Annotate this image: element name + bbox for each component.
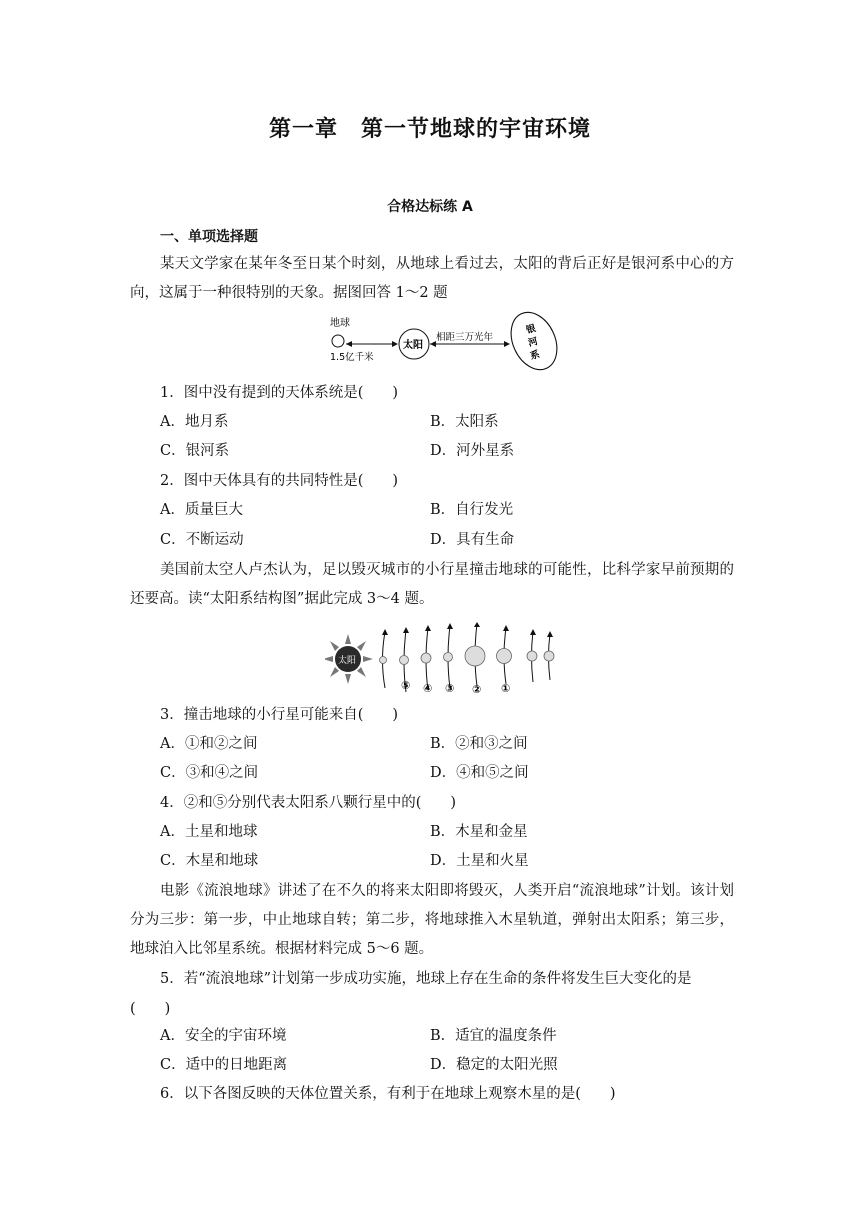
question-5-option-d[interactable]: D．稳定的太阳光照: [430, 1057, 558, 1073]
galaxy-label-3: 系: [529, 349, 542, 363]
question-1-stem: 1．图中没有提到的天体系统是( ): [160, 385, 399, 401]
question-2-stem: 2．图中天体具有的共同特性是( ): [160, 473, 399, 489]
question-2-option-c[interactable]: C．不断运动: [160, 532, 244, 548]
question-3-option-a[interactable]: A．①和②之间: [160, 736, 258, 752]
question-1-option-d[interactable]: D．河外星系: [430, 443, 515, 459]
question-6-stem: 6．以下各图反映的天体位置关系，有利于在地球上观察木星的是( ): [160, 1086, 616, 1102]
question-2-option-a[interactable]: A．质量巨大: [160, 502, 243, 518]
planet-neptune: [544, 651, 554, 661]
orbit-label-5: ⑤: [401, 679, 411, 692]
question-4-option-d[interactable]: D．土星和火星: [430, 853, 529, 869]
question-3-stem: 3．撞击地球的小行星可能来自( ): [160, 707, 399, 723]
question-5-stem-continued: ( ): [130, 1001, 171, 1017]
sun-icon: [325, 634, 373, 684]
question-5-option-a[interactable]: A．安全的宇宙环境: [160, 1028, 287, 1044]
galaxy-label-1: 银: [525, 323, 538, 337]
question-2-option-d[interactable]: D．具有生命: [430, 532, 515, 548]
sun-label: 太阳: [338, 656, 357, 666]
galaxy-label-2: 河: [527, 336, 540, 350]
section-heading: 一、单项选择题: [160, 229, 258, 245]
passage-3: 电影《流浪地球》讲述了在不久的将来太阳即将毁灭，人类开启“流浪地球”计划。该计划分为三步：第一步，中止地球自转；第二步，将地球推入木星轨道，弹射出太阳系；第三步，地球泊入比邻星系统。根据材料完成 5～6 题。: [130, 883, 734, 957]
question-3-option-d[interactable]: D．④和⑤之间: [430, 765, 529, 781]
sun-galaxy-distance: 相距三万光年: [436, 332, 494, 343]
orbit-label-4: ④: [423, 682, 433, 695]
planet-venus: [400, 656, 409, 665]
figure-solar-system: [325, 622, 565, 700]
earth-label: 地球: [330, 318, 350, 329]
question-3-option-c[interactable]: C．③和④之间: [160, 765, 259, 781]
page-title: 第一章 第一节地球的宇宙环境: [268, 117, 591, 142]
question-2-option-b[interactable]: B．自行发光: [430, 502, 514, 518]
passage-1: 某天文学家在某年冬至日某个时刻，从地球上看过去，太阳的背后正好是银河系中心的方向，这属于一种很特别的天象。据图回答 1～2 题: [130, 256, 734, 301]
passage-2: 美国前太空人卢杰认为，足以毁灭城市的小行星撞击地球的可能性，比科学家早前预期的还要高。读“太阳系结构图”据此完成 3～4 题。: [130, 562, 734, 607]
planet-saturn: [497, 649, 512, 664]
orbit-label-1: ①: [501, 682, 511, 695]
page-subtitle: 合格达标练 A: [387, 199, 473, 215]
planet-uranus: [527, 651, 537, 661]
planet-mars: [444, 653, 453, 662]
question-4-stem: 4．②和⑤分别代表太阳系八颗行星中的( ): [160, 795, 457, 811]
sun-label: 太阳: [403, 340, 423, 351]
question-1-option-a[interactable]: A．地月系: [160, 414, 229, 430]
question-4-option-b[interactable]: B．木星和金星: [430, 824, 528, 840]
orbit-label-3: ③: [445, 682, 455, 695]
question-3-option-b[interactable]: B．②和③之间: [430, 736, 528, 752]
question-5-stem: 5．若“流浪地球”计划第一步成功实施，地球上存在生命的条件将发生巨大变化的是: [160, 971, 692, 987]
planet-mercury: [380, 657, 387, 664]
earth-circle: [332, 335, 344, 347]
figure-earth-sun-galaxy: [320, 310, 570, 372]
planet-jupiter: [465, 646, 485, 666]
earth-sun-distance: 1.5亿千米: [330, 352, 374, 363]
question-1-option-b[interactable]: B．太阳系: [430, 414, 499, 430]
question-5-option-b[interactable]: B．适宜的温度条件: [430, 1028, 557, 1044]
question-1-option-c[interactable]: C．银河系: [160, 443, 230, 459]
orbit-label-2: ②: [472, 683, 482, 696]
planet-earth: [421, 653, 431, 663]
question-4-option-c[interactable]: C．木星和地球: [160, 853, 259, 869]
question-4-option-a[interactable]: A．土星和地球: [160, 824, 258, 840]
question-5-option-c[interactable]: C．适中的日地距离: [160, 1057, 288, 1073]
